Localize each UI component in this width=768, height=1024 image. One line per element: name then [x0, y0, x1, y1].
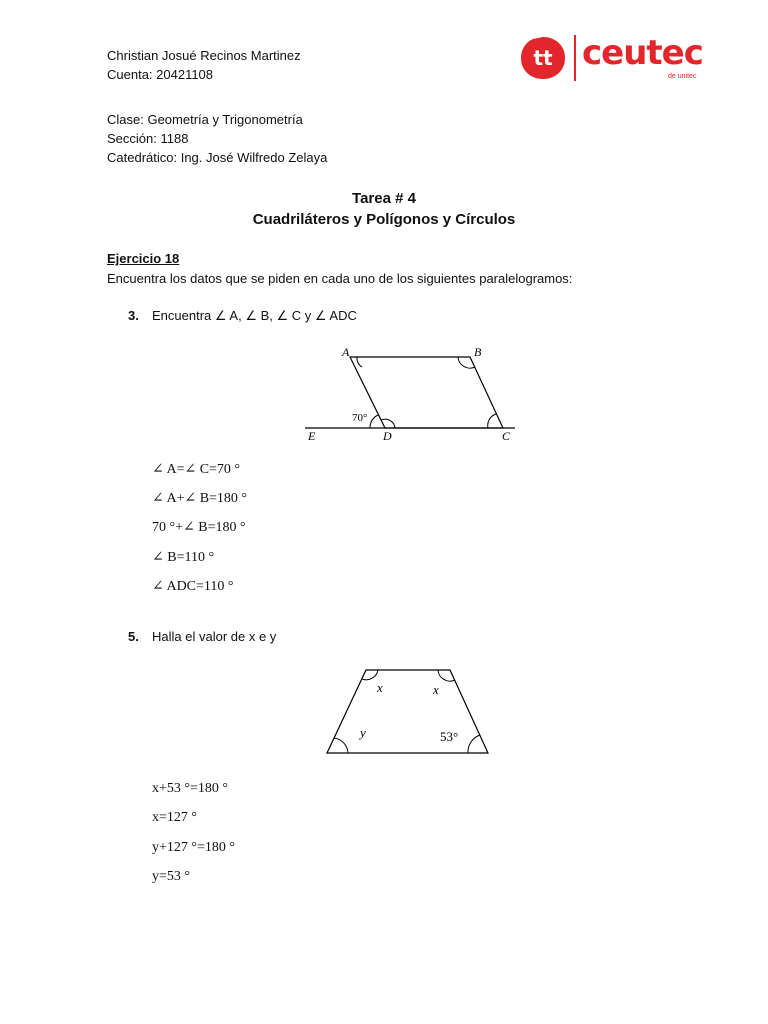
parallelogram-figure	[300, 340, 530, 445]
problem-5-step-1: x+53 °=180 °	[152, 781, 228, 796]
ceutec-mark-icon	[518, 33, 568, 83]
problem-3-prompt: Encuentra ∠ A, ∠ B, ∠ C y ∠ ADC	[152, 308, 357, 323]
exercise-instructions: Encuentra los datos que se piden en cada uno de los siguientes paralelogramos:	[107, 271, 573, 286]
problem-5-step-4: y=53 °	[152, 869, 190, 884]
problem-5-prompt: Halla el valor de x e y	[152, 629, 277, 644]
label-a: A	[342, 345, 350, 359]
logo-sub-text: de unitec	[668, 73, 697, 80]
label-b: B	[474, 345, 482, 359]
assignment-title: Tarea # 4	[352, 190, 416, 207]
angle-a-arc	[357, 357, 362, 367]
account-number: Cuenta: 20421108	[107, 67, 214, 82]
label-x-left: x	[377, 680, 383, 695]
label-e: E	[308, 429, 316, 443]
logo-brand-text: ceutec	[582, 33, 703, 73]
problem-5-number: 5.	[128, 629, 139, 644]
student-name: Christian Josué Recinos Martinez	[107, 48, 301, 63]
professor-name: Catedrático: Ing. José Wilfredo Zelaya	[107, 150, 328, 165]
problem-5-step-2: x=127 °	[152, 810, 197, 825]
exercise-heading: Ejercicio 18	[107, 251, 180, 266]
parallelogram-abcd	[350, 357, 503, 428]
label-c: C	[502, 429, 511, 443]
problem-3-step-1: ∠ A=∠ C=70 °	[152, 462, 241, 477]
section-number: Sección: 1188	[107, 131, 189, 146]
angle-c-arc	[488, 414, 496, 428]
label-y: y	[360, 725, 366, 740]
problem-3-step-4: ∠ B=110 °	[152, 550, 215, 565]
logo-mark-text: tt	[533, 46, 553, 70]
logo-divider	[574, 35, 576, 81]
angle-70-arc	[370, 415, 378, 428]
angle-53-arc	[468, 735, 480, 753]
problem-3-step-2: ∠ A+∠ B=180 °	[152, 491, 248, 506]
trapezoid-shape	[327, 670, 488, 753]
label-angle-70: 70°	[352, 412, 368, 424]
angle-x-left-arc	[362, 670, 378, 680]
assignment-subtitle: Cuadriláteros y Polígonos y Círculos	[252, 211, 516, 228]
label-x-right: x	[433, 682, 439, 697]
problem-3-number: 3.	[128, 308, 139, 323]
trapezoid-figure	[320, 662, 495, 757]
problem-3-step-3: 70 °+∠ B=180 °	[152, 520, 246, 535]
angle-y-arc	[334, 738, 348, 753]
problem-5-step-3: y+127 °=180 °	[152, 840, 235, 855]
label-d: D	[383, 429, 392, 443]
ceutec-logo	[518, 33, 708, 83]
class-name: Clase: Geometría y Trigonometría	[107, 112, 303, 127]
problem-3-step-5: ∠ ADC=110 °	[152, 579, 234, 594]
label-angle-53: 53°	[440, 729, 459, 744]
